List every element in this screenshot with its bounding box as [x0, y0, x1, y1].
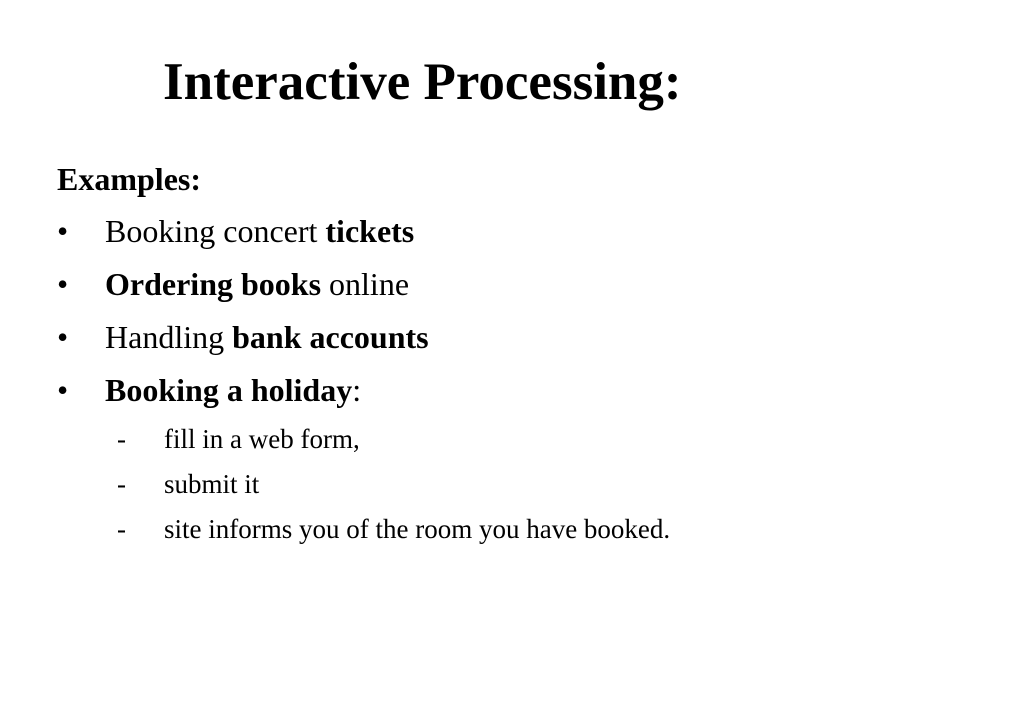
sub-item-site-informs — [0, 513, 900, 549]
bullet-marker: • — [57, 319, 69, 355]
bullet-item-booking-holiday — [0, 371, 900, 415]
sub-item-text: submit it — [164, 469, 260, 499]
bullet-text-bold: Ordering books — [105, 266, 322, 302]
sub-item-text: fill in a web form, — [164, 424, 360, 454]
bullet-text — [105, 265, 409, 303]
sub-marker: - — [117, 424, 126, 454]
sub-marker: - — [117, 514, 126, 544]
bullet-text-bold: bank accounts — [232, 319, 429, 355]
slide-title: Interactive Processing: — [163, 53, 682, 111]
bullet-text-normal: Booking concert — [105, 213, 326, 249]
bullet-item-bank-accounts — [0, 318, 900, 362]
bullet-text — [105, 318, 429, 356]
bullet-marker: • — [57, 372, 69, 408]
bullet-item-tickets — [0, 212, 900, 256]
examples-heading: Examples: — [57, 161, 201, 197]
bullet-marker: • — [57, 266, 69, 302]
bullet-text — [105, 371, 361, 409]
bullet-marker: • — [57, 213, 69, 249]
bullet-text-normal-after: online — [321, 266, 410, 302]
bullet-text-bold: tickets — [325, 213, 415, 249]
bullet-text-normal: Handling — [105, 319, 233, 355]
bullet-text-bold: Booking a holiday — [105, 372, 353, 408]
sub-item-text: site informs you of the room you have booked. — [164, 514, 671, 544]
bullet-text-normal-after: : — [352, 372, 362, 408]
sub-item-submit — [0, 468, 900, 504]
bullet-text — [105, 212, 414, 250]
bullet-item-ordering-books — [0, 265, 900, 309]
sub-marker: - — [117, 469, 126, 499]
sub-item-fill-form — [0, 423, 900, 459]
